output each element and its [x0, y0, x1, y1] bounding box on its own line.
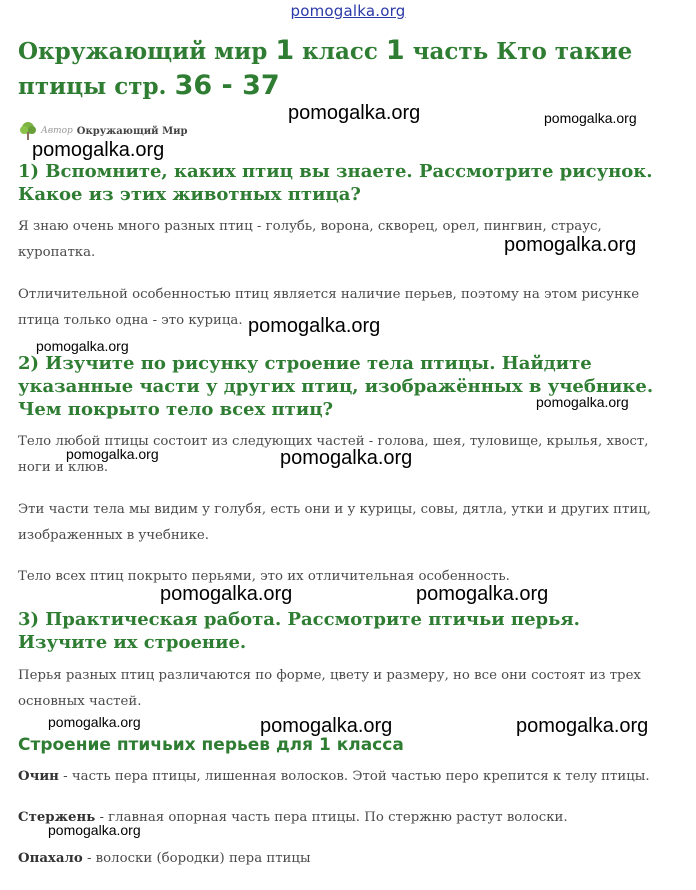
- section-q1-paragraph-1: Я знаю очень много разных птиц - голубь, ворона, скворец, орел, пингвин, страус, куропатка.: [18, 219, 602, 260]
- watermark: pomogalka.org: [48, 714, 141, 730]
- watermark: pomogalka.org: [516, 715, 649, 737]
- section-q2-heading-wrap: [18, 352, 673, 421]
- feather-item-3-wrap: [18, 846, 683, 872]
- tree-icon: [18, 121, 38, 141]
- section-q3-heading: 3) Практическая работа. Рассмотрите птичьи перья. Изучите их строение.: [18, 609, 580, 653]
- watermark: pomogalka.org: [32, 139, 165, 161]
- title-grade-number: 1: [275, 35, 295, 66]
- title-part-1: Окружающий мир: [18, 38, 276, 65]
- author-prefix: Автор: [41, 126, 73, 136]
- site-header-link[interactable]: pomogalka.org: [290, 2, 406, 20]
- watermark: pomogalka.org: [260, 715, 393, 737]
- section-q3-paragraph-1: Перья разных птиц различаются по форме, цвету и размеру, но все они состоят из трех основных частей.: [18, 668, 641, 709]
- feather-item-1-wrap: [18, 764, 683, 790]
- watermark: pomogalka.org: [248, 315, 381, 337]
- feather-item: [18, 846, 683, 872]
- watermark: pomogalka.org: [48, 822, 141, 838]
- title-pages: 36 - 37: [174, 70, 280, 101]
- watermark: pomogalka.org: [280, 447, 413, 469]
- watermark: pomogalka.org: [66, 446, 159, 462]
- title-part-number: 1: [385, 35, 405, 66]
- feather-term: Очин: [18, 769, 59, 784]
- section-q2-heading: 2) Изучите по рисунку строение тела птицы. Найдите указанные части у других птиц, изображённых в учебнике. Чем покрыто тело всех птиц?: [18, 353, 654, 420]
- feather-description: - главная опорная часть пера птицы. По стержню растут волоски.: [95, 810, 568, 825]
- watermark: pomogalka.org: [288, 102, 421, 124]
- section-q2-paragraph-2: Эти части тела мы видим у голубя, есть они и у курицы, совы, дятла, утки и других птиц, изображенных в учебнике.: [18, 502, 651, 543]
- title-part-3: часть Кто такие птицы стр.: [18, 38, 633, 100]
- section-q1-paragraph-2: Отличительной особенностью птиц является наличие перьев, поэтому на этом рисунке птица только одна - это курица.: [18, 287, 640, 328]
- feather-description: - волоски (бородки) пера птицы: [82, 851, 311, 866]
- watermark: pomogalka.org: [416, 583, 549, 605]
- title-part-2: класс: [294, 38, 386, 65]
- section-q3-heading-wrap: [18, 608, 673, 654]
- feather-item: [18, 764, 683, 790]
- section-q1-heading: 1) Вспомните, каких птиц вы знаете. Рассмотрите рисунок. Какое из этих животных птица?: [18, 161, 653, 205]
- section-q3-paragraph-1-wrap: [18, 663, 673, 715]
- watermark: pomogalka.org: [160, 583, 293, 605]
- watermark: pomogalka.org: [544, 110, 637, 126]
- section-q2-paragraph-3: Тело всех птиц покрыто перьями, это их отличительная особенность.: [18, 569, 510, 584]
- watermark: pomogalka.org: [536, 394, 629, 410]
- feather-description: - часть пера птицы, лишенная волосков. Этой частью перо крепится к телу птицы.: [58, 769, 650, 784]
- author-name[interactable]: Окружающий Мир: [76, 125, 188, 137]
- section-q1-heading-wrap: [18, 160, 668, 206]
- section-q2-paragraph-2-wrap: [18, 497, 673, 549]
- section-q2-paragraph-3-wrap: [18, 564, 673, 590]
- watermark: pomogalka.org: [504, 234, 637, 256]
- feathers-heading: Строение птичьих перьев для 1 класса: [18, 735, 404, 755]
- feather-term: Опахало: [18, 851, 83, 866]
- watermark: pomogalka.org: [36, 338, 129, 354]
- section-q2-paragraph-1: Тело любой птицы состоит из следующих частей - голова, шея, туловище, крылья, хвост, ноги и клюв.: [18, 434, 649, 475]
- feather-term: Стержень: [18, 810, 96, 825]
- page-title: [18, 34, 678, 104]
